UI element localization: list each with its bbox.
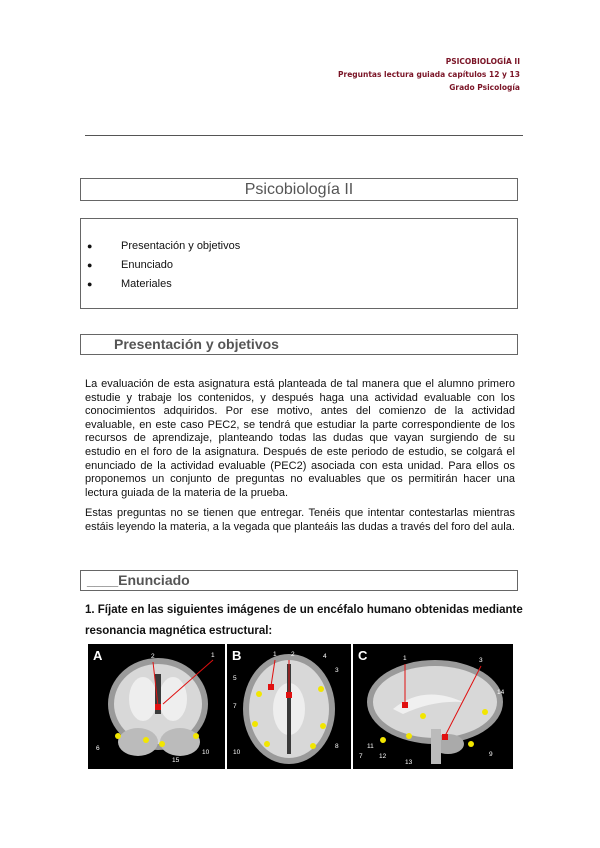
- label-a-10: 10: [202, 749, 210, 756]
- panel-label-b: B: [232, 648, 242, 663]
- toc-item-presentacion[interactable]: [81, 237, 240, 256]
- document-header: [338, 55, 520, 94]
- bullet-icon: ●: [87, 260, 93, 270]
- bullet-icon: ●: [87, 279, 93, 289]
- panel-label-c: C: [358, 648, 368, 663]
- label-a-1: 1: [211, 652, 215, 659]
- coronal-brain-image: [88, 644, 225, 769]
- mri-panel-a: [88, 644, 225, 769]
- label-a-15: 15: [172, 757, 180, 764]
- label-c-7: 7: [359, 753, 363, 760]
- question-1: 1. Fíjate en las siguientes imágenes de un encéfalo humano obtenidas mediante resonancia magnética estructural:: [85, 604, 523, 637]
- label-b-10: 10: [233, 749, 241, 756]
- toc-item-label: Enunciado: [121, 259, 173, 271]
- toc-list: [81, 237, 240, 294]
- label-b-5: 5: [233, 675, 237, 682]
- sagittal-brain-image: [353, 644, 513, 769]
- label-b-2: 2: [291, 651, 295, 658]
- label-c-9: 9: [489, 751, 493, 758]
- table-of-contents: [80, 218, 518, 309]
- axial-brain-image: [227, 644, 351, 769]
- section-heading-enunciado: ____Enunciado: [80, 570, 518, 591]
- label-a-2: 2: [151, 653, 155, 660]
- label-b-1: 1: [273, 651, 277, 658]
- label-b-3: 3: [335, 667, 339, 674]
- page-title: Psicobiología II: [80, 178, 518, 201]
- note-paragraph: Estas preguntas no se tienen que entregar. Tenéis que intentar contestarlas mientras estáis leyendo la materia, a la vegada que planteáis las dudas a través del foro del aula.: [85, 507, 515, 533]
- mri-panel-b: [227, 644, 351, 769]
- section-heading-presentacion: Presentación y objetivos: [80, 334, 518, 355]
- label-c-13: 13: [405, 759, 413, 766]
- label-a-6: 6: [96, 745, 100, 752]
- header-divider: [85, 135, 523, 136]
- label-c-12: 12: [379, 753, 387, 760]
- toc-item-label: Presentación y objetivos: [121, 240, 241, 252]
- mri-panel-c: [353, 644, 513, 769]
- label-c-11: 11: [367, 743, 374, 750]
- toc-item-enunciado[interactable]: [81, 256, 240, 275]
- toc-item-label: Materiales: [121, 278, 172, 290]
- header-degree: Grado Psicología: [449, 83, 520, 92]
- label-c-1: 1: [403, 655, 407, 662]
- label-b-8: 8: [335, 743, 339, 750]
- panel-label-a: A: [93, 648, 103, 663]
- label-c-3: 3: [479, 657, 483, 664]
- header-subtitle: Preguntas lectura guiada capítulos 12 y 13: [338, 70, 520, 79]
- toc-item-materiales[interactable]: [81, 275, 240, 294]
- bullet-icon: ●: [87, 241, 93, 251]
- label-c-14: 14: [497, 689, 505, 696]
- header-course: PSICOBIOLOGÍA II: [445, 57, 520, 66]
- label-b-7: 7: [233, 703, 237, 710]
- label-b-4: 4: [323, 653, 327, 660]
- intro-paragraph: La evaluación de esta asignatura está planteada de tal manera que el alumno primero estudie y trabaje los contenidos, y después haga una actividad evaluable con los conocimientos adquiridos. Por ese motivo, antes del comienzo de la actividad evaluable, en este caso PEC2, se tendrá que estudiar la parte correspondiente de los recursos de aprendizaje, planteando todas las dudas que vayan surgiendo de su estudio en el foro de la asignatura. Después de este periodo de estudio, se colgará el enunciado de la actividad evaluable (PEC2) asociada con esta unidad. Para ellos os proponemos un conjunto de preguntas no evaluables que os permitirán hacer una lectura guiada de la materia de la prueba.: [85, 378, 515, 499]
